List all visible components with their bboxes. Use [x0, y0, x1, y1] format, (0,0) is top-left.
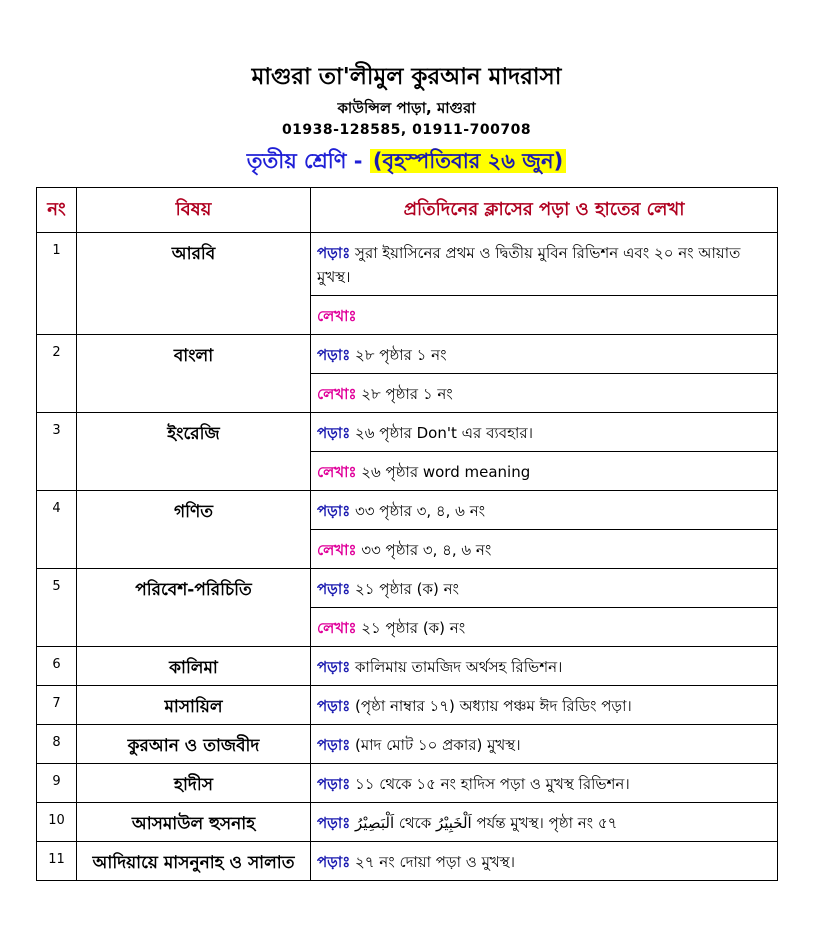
table-row	[37, 725, 778, 764]
reading-label: পড়াঃ	[317, 580, 351, 598]
row-number: 2	[37, 335, 77, 413]
col-header-subject: বিষয়	[77, 188, 311, 233]
writing-cell	[311, 374, 778, 413]
day-date-highlight: (বৃহস্পতিবার ২৬ জুন)	[370, 149, 566, 173]
reading-cell	[311, 647, 778, 686]
reading-cell	[311, 803, 778, 842]
writing-cell	[311, 530, 778, 569]
reading-cell	[311, 413, 778, 452]
table-row	[37, 764, 778, 803]
madrasa-phone: 01938-128585, 01911-700708	[281, 122, 532, 138]
reading-text: (মাদ মোট ১০ প্রকার) মুখস্থ।	[355, 736, 521, 754]
reading-text: ২৬ পৃষ্ঠার Don't এর ব্যবহার।	[355, 424, 533, 442]
subject-name: পরিবেশ-পরিচিতি	[77, 569, 311, 647]
writing-label: লেখাঃ	[317, 307, 357, 325]
madrasa-address: কাউন্সিল পাড়া, মাগুরা	[337, 99, 476, 117]
writing-label: লেখাঃ	[317, 385, 357, 403]
row-number: 11	[37, 842, 77, 881]
row-number: 5	[37, 569, 77, 647]
table-row	[37, 842, 778, 881]
reading-cell	[311, 491, 778, 530]
subject-name: বাংলা	[77, 335, 311, 413]
reading-label: পড়াঃ	[317, 244, 351, 262]
reading-cell	[311, 842, 778, 881]
reading-label: পড়াঃ	[317, 424, 351, 442]
subject-name: কালিমা	[77, 647, 311, 686]
writing-cell	[311, 452, 778, 491]
reading-cell	[311, 233, 778, 296]
row-number: 1	[37, 233, 77, 335]
reading-label: পড়াঃ	[317, 658, 351, 676]
reading-label: পড়াঃ	[317, 346, 351, 364]
reading-text-end: পর্যন্ত মুখস্থ। পৃষ্ঠা নং ৫৭	[471, 814, 618, 832]
subject-name: আসমাউল হুসনাহ	[77, 803, 311, 842]
table-row	[37, 686, 778, 725]
heading-dash: -	[346, 149, 370, 173]
table-row	[37, 233, 778, 296]
reading-cell	[311, 335, 778, 374]
table-row	[37, 647, 778, 686]
class-heading	[0, 145, 813, 180]
reading-label: পড়াঃ	[317, 853, 351, 871]
writing-text: ২৬ পৃষ্ঠার word meaning	[361, 463, 531, 481]
col-header-number: নং	[37, 188, 77, 233]
table-row	[37, 335, 778, 374]
row-number: 10	[37, 803, 77, 842]
reading-text: ১১ থেকে ১৫ নং হাদিস পড়া ও মুখস্থ রিভিশন।	[355, 775, 630, 793]
reading-text-mid: থেকে	[394, 814, 436, 832]
reading-text: ২৭ নং দোয়া পড়া ও মুখস্থ।	[355, 853, 516, 871]
reading-label: পড়াঃ	[317, 697, 351, 715]
row-number: 9	[37, 764, 77, 803]
reading-label: পড়াঃ	[317, 814, 351, 832]
subject-name: আরবি	[77, 233, 311, 335]
reading-text: ৩৩ পৃষ্ঠার ৩, ৪, ৬ নং	[355, 502, 486, 520]
col-header-work: প্রতিদিনের ক্লাসের পড়া ও হাতের লেখা	[311, 188, 778, 233]
reading-cell	[311, 569, 778, 608]
subject-name: মাসায়িল	[77, 686, 311, 725]
table-header-row	[37, 188, 778, 233]
reading-text: কালিমায় তামজিদ অর্থসহ রিভিশন।	[355, 658, 563, 676]
table-row	[37, 569, 778, 608]
writing-label: লেখাঃ	[317, 619, 357, 637]
row-number: 4	[37, 491, 77, 569]
reading-label: পড়াঃ	[317, 502, 351, 520]
homework-table	[36, 187, 778, 881]
row-number: 7	[37, 686, 77, 725]
subject-name: হাদীস	[77, 764, 311, 803]
class-name: তৃতীয় শ্রেণি	[246, 149, 347, 173]
table-row	[37, 491, 778, 530]
writing-text: ২৮ পৃষ্ঠার ১ নং	[361, 385, 453, 403]
writing-text: ২১ পৃষ্ঠার (ক) নং	[361, 619, 466, 637]
row-number: 8	[37, 725, 77, 764]
writing-label: লেখাঃ	[317, 463, 357, 481]
subject-name: গণিত	[77, 491, 311, 569]
table-row	[37, 413, 778, 452]
table-row	[37, 803, 778, 842]
arabic-name-end: اَلْخَبِيْرُ	[435, 814, 472, 832]
writing-label: লেখাঃ	[317, 541, 357, 559]
subject-name: কুরআন ও তাজবীদ	[77, 725, 311, 764]
subject-name: আদিয়ায়ে মাসনুনাহ ও সালাত	[77, 842, 311, 881]
writing-cell	[311, 608, 778, 647]
row-number: 3	[37, 413, 77, 491]
arabic-name-start: اَلْبَصِيْرُ	[355, 814, 395, 832]
row-number: 6	[37, 647, 77, 686]
reading-cell	[311, 764, 778, 803]
reading-cell	[311, 686, 778, 725]
subject-name: ইংরেজি	[77, 413, 311, 491]
madrasa-title: মাগুরা তা'লীমুল কুরআন মাদরাসা	[251, 64, 562, 90]
writing-cell	[311, 296, 778, 335]
reading-text: (পৃষ্ঠা নাম্বার ১৭) অধ্যায় পঞ্চম ঈদ রিডিং পড়া।	[355, 697, 632, 715]
reading-text: ২১ পৃষ্ঠার (ক) নং	[355, 580, 459, 598]
reading-cell	[311, 725, 778, 764]
reading-label: পড়াঃ	[317, 736, 351, 754]
reading-label: পড়াঃ	[317, 775, 351, 793]
writing-text: ৩৩ পৃষ্ঠার ৩, ৪, ৬ নং	[361, 541, 492, 559]
reading-text: সুরা ইয়াসিনের প্রথম ও দ্বিতীয় মুবিন রিভিশন এবং ২০ নং আয়াত মুখস্থ।	[317, 244, 741, 286]
reading-text: ২৮ পৃষ্ঠার ১ নং	[355, 346, 447, 364]
